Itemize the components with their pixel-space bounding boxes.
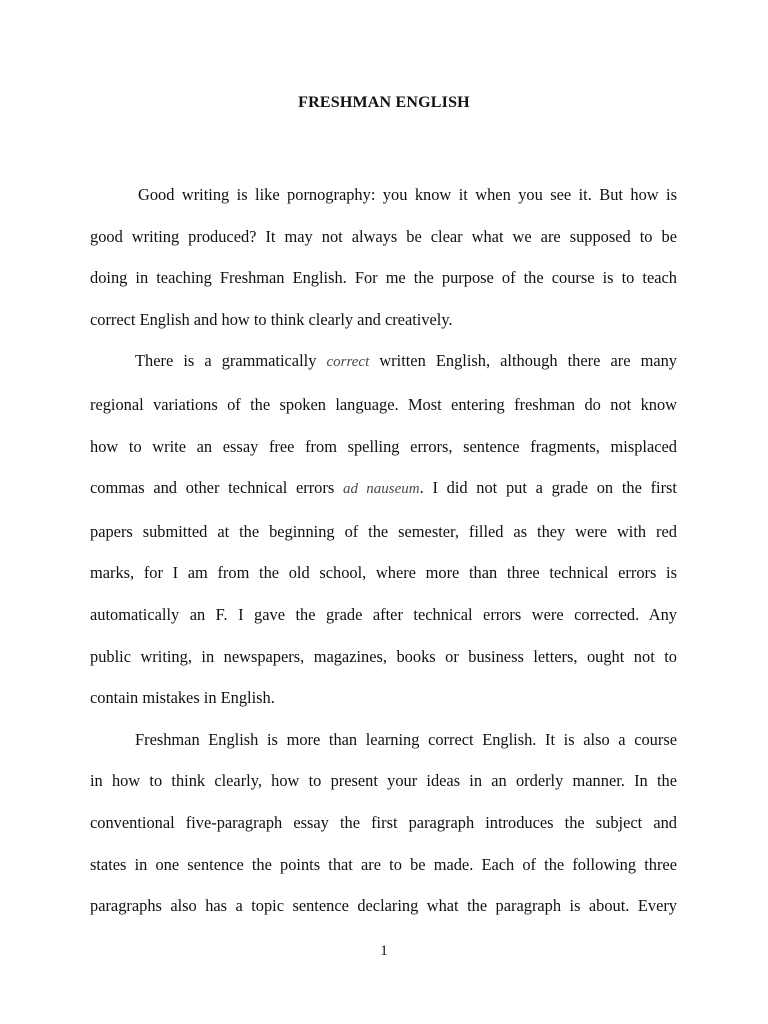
text-line [90, 340, 677, 384]
text-line [90, 467, 677, 511]
text-segment: written English, although there are many [369, 351, 677, 371]
text-line: Freshman English is more than learning correct English. It is also a course [135, 729, 677, 749]
page-number: 1 [380, 943, 388, 959]
text-line: public writing, in newspapers, magazines, books or business letters, ought not to [90, 646, 677, 666]
emphasis-text: ad nauseum [342, 481, 420, 498]
text-line: automatically an F. I gave the grade after technical errors were corrected. Any [90, 604, 677, 624]
text-line: paragraphs also has a topic sentence declaring what the paragraph is about. Every [90, 896, 677, 916]
text-line: good writing produced? It may not always be clear what we are supposed to be [90, 226, 677, 246]
paragraph-1 [90, 174, 677, 340]
text-line: regional variations of the spoken language. Most entering freshman do not know [90, 394, 677, 414]
text-line: papers submitted at the beginning of the semester, filled as they were with red [90, 521, 677, 541]
text-segment: There is a grammatically [135, 351, 327, 371]
document-title: FRESHMAN ENGLISH [298, 94, 470, 111]
text-line: conventional five-paragraph essay the first paragraph introduces the subject and [90, 812, 677, 832]
text-line: contain mistakes in English. [90, 688, 275, 708]
text-segment: commas and other technical errors [90, 478, 343, 498]
document-body [90, 174, 677, 927]
text-line: how to write an essay free from spelling errors, sentence fragments, misplaced [90, 436, 677, 456]
text-line: doing in teaching Freshman English. For me the purpose of the course is to teach [90, 268, 677, 288]
text-line: Good writing is like pornography: you know it when you see it. But how is [138, 185, 677, 204]
text-line: in how to think clearly, how to present your ideas in an orderly manner. In the [90, 771, 677, 791]
emphasis-text: correct [326, 354, 370, 371]
text-line: states in one sentence the points that are to be made. Each of the following three [90, 854, 677, 874]
text-line: marks, for I am from the old school, where more than three technical errors is [90, 563, 677, 583]
paragraph-2 [90, 340, 677, 718]
text-line: correct English and how to think clearly and creatively. [90, 309, 453, 329]
paragraph-3 [90, 719, 677, 927]
text-segment: . I did not put a grade on the first [419, 478, 677, 498]
